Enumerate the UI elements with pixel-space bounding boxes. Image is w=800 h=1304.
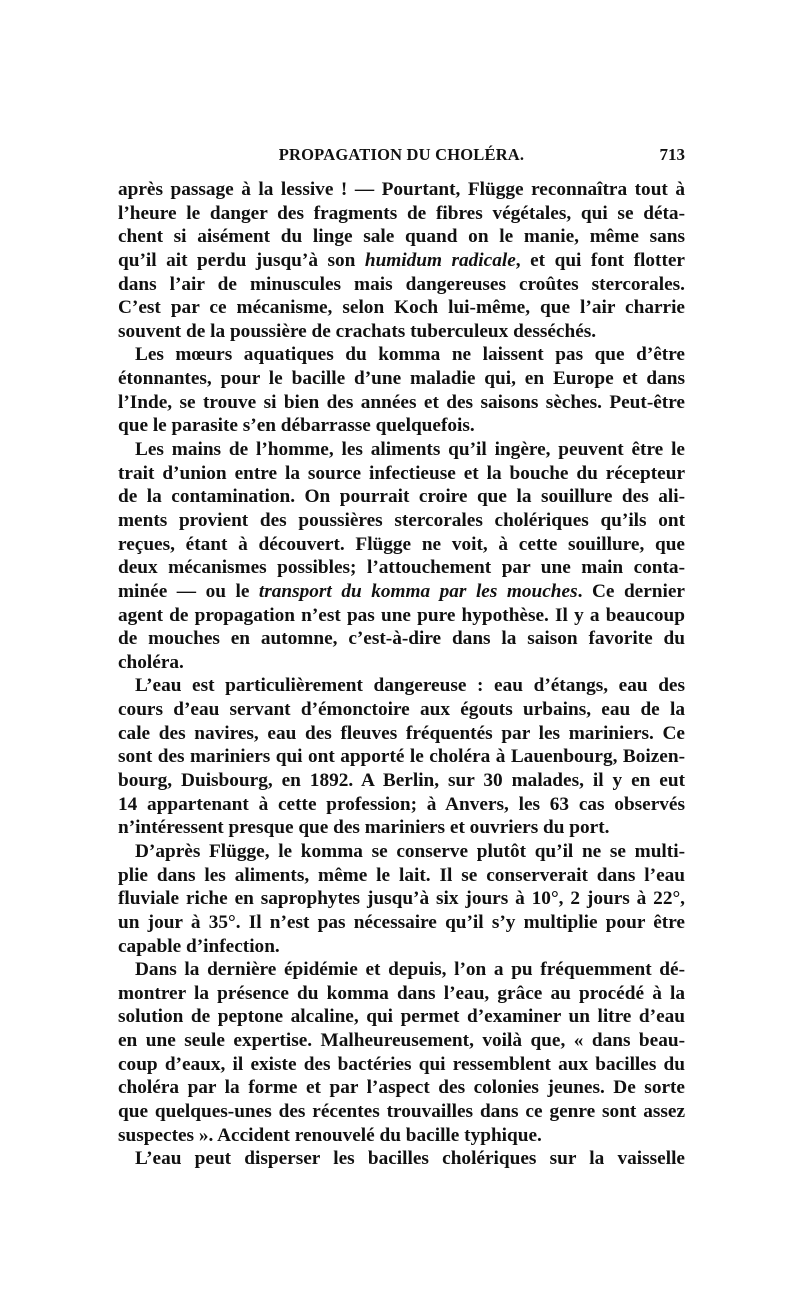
text-line: de mouches en automne, c’est-à-dire dans la saison favorite du [118,628,685,650]
paragraph [118,674,685,839]
text-line: étonnantes, pour le bacille d’une maladie qui, en Europe et dans [118,368,685,390]
text-line: D’après Flügge, le komma se conserve plutôt qu’il ne se multi- [135,840,685,862]
text-line: l’Inde, se trouve si bien des années et des saisons sèches. Peut-être [118,391,685,413]
text-line: L’eau peut disperser les bacilles cholériques sur la vaisselle [135,1148,685,1170]
text-line: de la contamination. On pourrait croire que la souillure des ali- [118,486,685,508]
text-line: cours d’eau servant d’émonctoire aux égouts urbains, eau de la [118,699,685,721]
text-line: deux mécanismes possibles; l’attouchement par une main conta- [118,557,685,579]
text-line: trait d’union entre la source infectieuse et la bouche du récepteur [118,462,685,484]
italic-phrase: humidum radicale [364,249,516,271]
text-line: montrer la présence du komma dans l’eau, grâce au procédé à la [118,982,685,1004]
text-line: sont des mariniers qui ont apporté le choléra à Lauenbourg, Boizen- [118,746,685,768]
text-line: que quelques-unes des récentes trouvailles dans ce genre sont assez [118,1100,685,1122]
text-line: choléra. [118,651,184,673]
running-title: PROPAGATION DU CHOLÉRA. [278,145,525,164]
text-line: cale des navires, eau des fleuves fréquentés par les mariniers. Ce [118,722,685,744]
text-line: choléra par la forme et par l’aspect des colonies jeunes. De sorte [118,1077,685,1099]
paragraph [118,343,685,438]
text-line: que le parasite s’en débarrasse quelquefois. [118,415,475,437]
text-line: Dans la dernière épidémie et depuis, l’on a pu fréquemment dé- [135,959,685,981]
text-line: solution de peptone alcaline, qui permet d’examiner un litre d’eau [118,1006,685,1028]
text-line: reçues, étant à découvert. Flügge ne voit, à cette souillure, que [118,533,685,555]
text-line: dans l’air de minuscules mais dangereuses croûtes stercorales. [118,273,685,295]
text-line: bourg, Duisbourg, en 1892. A Berlin, sur 30 malades, il y en eut [118,770,685,792]
text-line: L’eau est particulièrement dangereuse : eau d’étangs, eau des [135,675,685,697]
text-line-italic-phrase: minée — ou le transport du komma par les mouches. Ce dernier [118,580,685,602]
page-number: 713 [659,145,685,164]
text-line: plie dans les aliments, même le lait. Il se conserverait dans l’eau [118,864,685,886]
text-line: agent de propagation n’est pas une pure hypothèse. Il y a beaucoup [118,604,685,626]
text-line: ments provient des poussières stercorales cholériques qu’ils ont [118,509,685,531]
paragraph [118,958,685,1147]
paragraph [118,840,685,958]
text-line: C’est par ce mécanisme, selon Koch lui-même, que l’air charrie [118,297,685,319]
text-line: fluviale riche en saprophytes jusqu’à six jours à 10°, 2 jours à 22°, [118,888,685,910]
body-text [118,178,685,1171]
text-line: Les mœurs aquatiques du komma ne laissent pas que d’être [135,344,685,366]
text-line: souvent de la poussière de crachats tuberculeux desséchés. [118,320,597,342]
text-line: Les mains de l’homme, les aliments qu’il ingère, peuvent être le [135,439,685,461]
italic-phrase: transport du komma par les mouches [258,580,578,602]
text-line: en une seule expertise. Malheureusement, voilà que, « dans beau- [118,1030,685,1052]
text-line-italic-phrase: qu’il ait perdu jusqu’à son humidum radicale, et qui font flotter [118,249,685,271]
paragraph [118,1147,685,1171]
paragraph [118,178,685,343]
text-line: un jour à 35°. Il n’est pas nécessaire qu’il s’y multiplie pour être [118,911,685,933]
text-line: après passage à la lessive ! — Pourtant, Flügge reconnaîtra tout à [118,179,685,200]
text-line: coup d’eaux, il existe des bactéries qui ressemblent aux bacilles du [118,1053,685,1075]
paragraph [118,438,685,674]
text-line: suspectes ». Accident renouvelé du bacille typhique. [118,1124,542,1146]
running-head [118,145,685,169]
text-line: 14 appartenant à cette profession; à Anvers, les 63 cas observés [118,793,685,815]
text-line: n’intéressent presque que des mariniers et ouvriers du port. [118,817,610,839]
text-line: capable d’infection. [118,935,280,957]
text-line: l’heure le danger des fragments de fibres végétales, qui se déta- [118,202,685,224]
text-line: chent si aisément du linge sale quand on le manie, même sans [118,226,685,248]
